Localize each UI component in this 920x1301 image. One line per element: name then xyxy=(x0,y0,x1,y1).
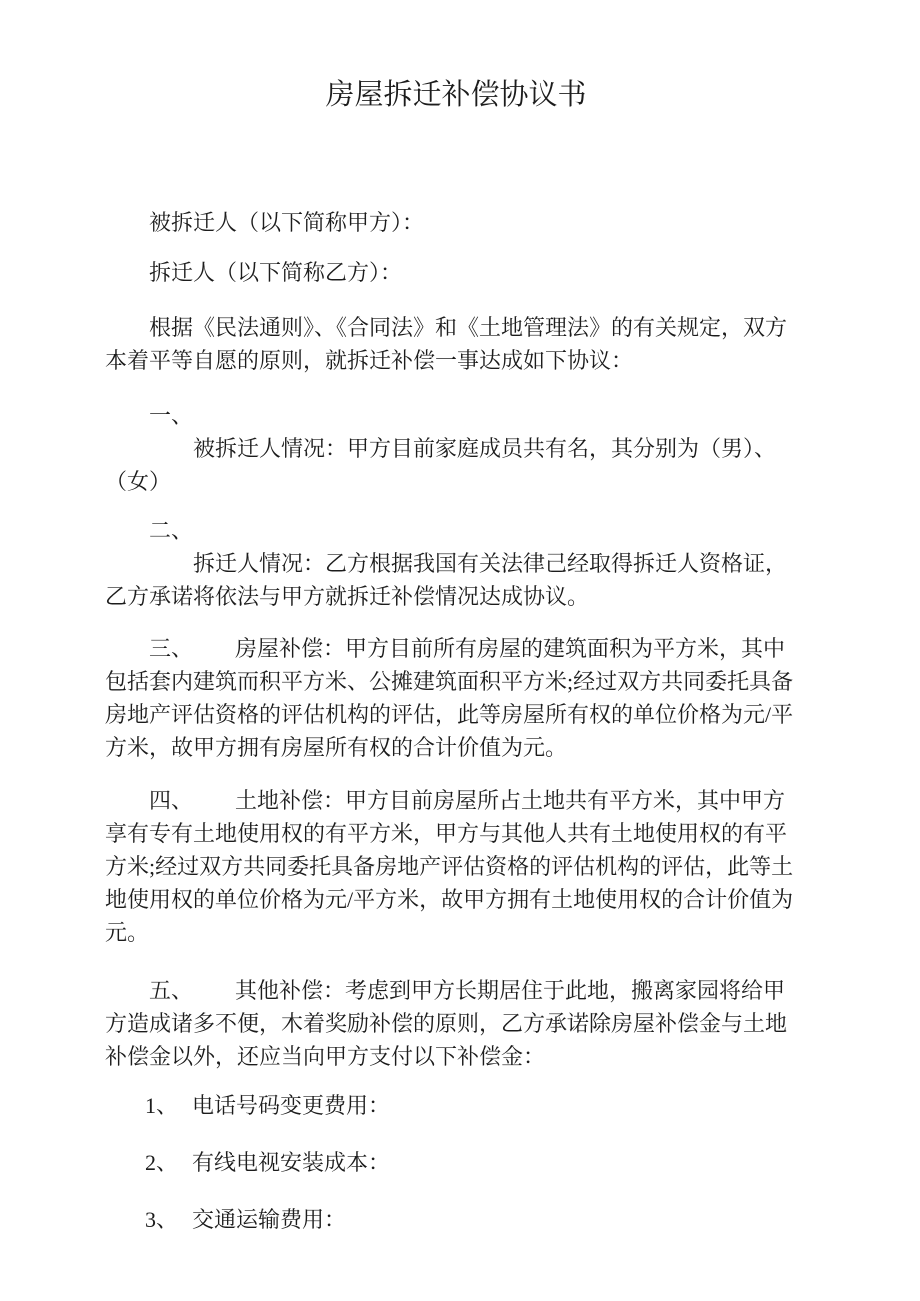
section-5-body: 其他补偿：考虑到甲方长期居住于此地，搬离家园将给甲方造成诸多不便，木着奖励补偿的原则，乙方承诺除房屋补偿金与土地补偿金以外，还应当向甲方支付以下补偿金： xyxy=(105,978,788,1069)
section-4-body: 土地补偿：甲方目前房屋所占土地共有平方米，其中甲方享有专有土地使用权的有平方米，甲方与其他人共有土地使用权的有平方米;经过双方共同委托具备房地产评估资格的评估机构的评估，此等土地使用权的单位价格为元/平方米，故甲方拥有土地使用权的合计价值为元。 xyxy=(105,788,794,945)
compensation-item-3-label: 交通运输费用： xyxy=(192,1207,347,1232)
section-4-number: 四、 xyxy=(149,788,194,813)
compensation-item-3 xyxy=(105,1203,807,1236)
section-2-body: 拆迁人情况：乙方根据我国有关法律己经取得拆迁人资格证，乙方承诺将依法与甲方就拆迁补偿情况达成协议。 xyxy=(105,551,788,609)
party-b-line: 拆迁人（以下简称乙方）： xyxy=(149,260,403,285)
compensation-item-1 xyxy=(105,1089,807,1122)
compensation-item-2-number: 2、 xyxy=(145,1150,179,1175)
section-1-number: 一、 xyxy=(149,403,194,428)
compensation-item-1-number: 1、 xyxy=(145,1093,179,1118)
section-4-paragraph xyxy=(105,784,807,949)
preamble-paragraph: 根据《民法通则》、《合同法》和《土地管理法》的有关规定，双方本着平等自愿的原则，就拆迁补偿一事达成如下协议： xyxy=(105,315,788,373)
party-a-line: 被拆迁人（以下简称甲方）： xyxy=(149,210,425,235)
section-1-body: 被拆迁人情况：甲方目前家庭成员共有名，其分别为（男）、（女） xyxy=(105,436,777,494)
section-5-number: 五、 xyxy=(149,978,194,1003)
section-2-number: 二、 xyxy=(149,518,194,543)
section-3-number: 三、 xyxy=(149,636,194,661)
compensation-item-2 xyxy=(105,1146,807,1179)
compensation-item-2-label: 有线电视安装成本： xyxy=(192,1150,391,1175)
section-3-body: 房屋补偿：甲方目前所有房屋的建筑面积为平方米，其中包括套内建筑而积平方米、公摊建筑面积平方米;经过双方共同委托具备房地产评估资格的评估机构的评估，此等房屋所有权的单位价格为元/平方米，故甲方拥有房屋所有权的合计价值为元。 xyxy=(105,636,794,760)
compensation-item-1-label: 电话号码变更费用： xyxy=(192,1093,391,1118)
compensation-item-3-number: 3、 xyxy=(145,1207,179,1232)
section-3-paragraph xyxy=(105,632,807,764)
document-title: 房屋拆迁补偿协议书 xyxy=(325,79,587,111)
section-5-paragraph xyxy=(105,974,807,1073)
